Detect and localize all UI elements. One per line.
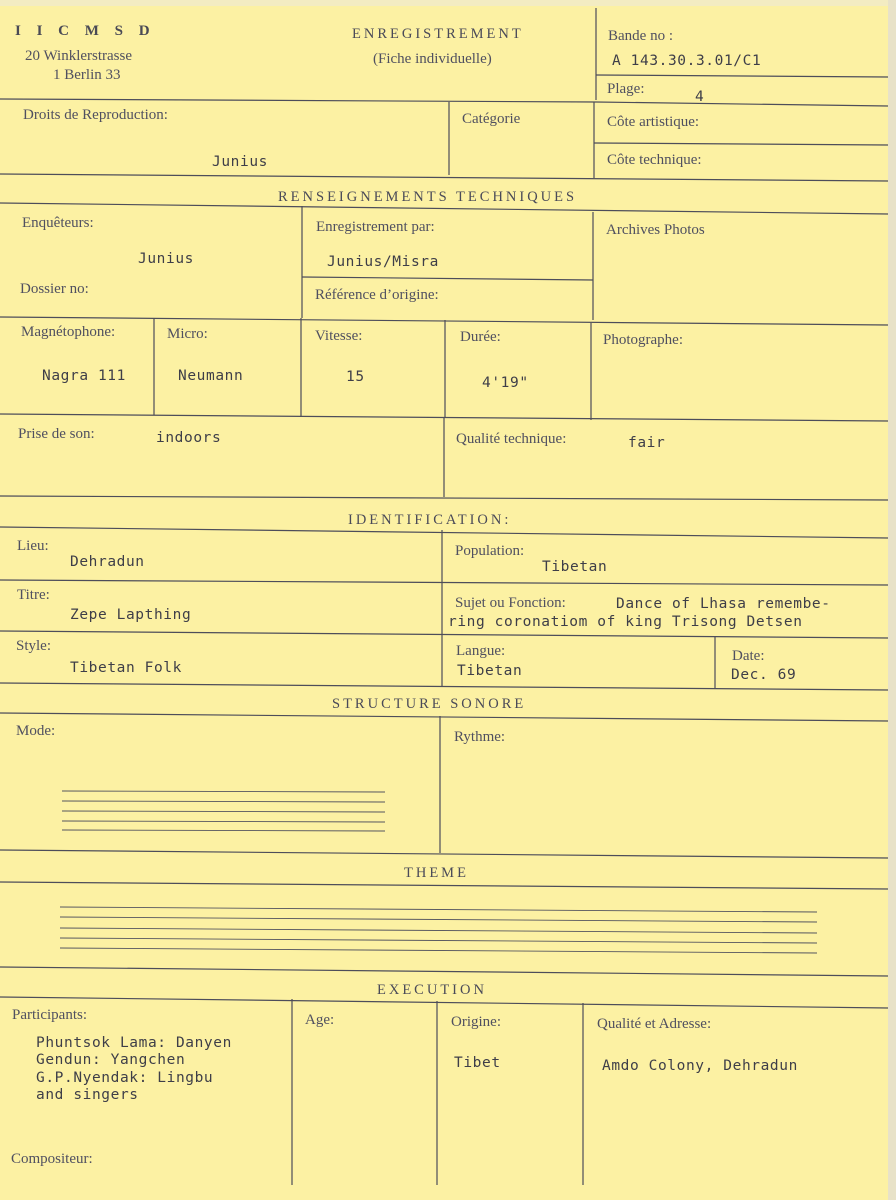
micro-value: Neumann xyxy=(178,368,244,384)
rythme-label: Rythme: xyxy=(454,729,506,745)
enregistrement-label: Enregistrement par: xyxy=(316,219,435,235)
qualite-adresse-value: Amdo Colony, Dehradun xyxy=(602,1058,798,1074)
enregistrement-value: Junius/Misra xyxy=(327,254,439,270)
duree-label: Durée: xyxy=(460,329,501,345)
micro-label: Micro: xyxy=(167,326,208,342)
population-value: Tibetan xyxy=(542,559,608,575)
origine-value: Tibet xyxy=(454,1055,501,1071)
mode-label: Mode: xyxy=(16,723,56,739)
theme-section-title: THEME xyxy=(404,865,469,881)
qualite-technique-value: fair xyxy=(628,435,666,451)
execution-section-title: EXECUTION xyxy=(377,982,487,998)
cote-technique-label: Côte technique: xyxy=(607,152,702,168)
langue-value: Tibetan xyxy=(457,663,523,679)
structure-section-title: STRUCTURE SONORE xyxy=(332,696,527,712)
bande-value: A 143.30.3.01/C1 xyxy=(612,53,762,69)
archives-label: Archives Photos xyxy=(606,222,705,238)
lieu-value: Dehradun xyxy=(70,554,145,570)
sujet-value-line-2: ring coronatiom of king Trisong Detsen xyxy=(448,614,803,630)
droits-value: Junius xyxy=(212,154,268,170)
vitesse-label: Vitesse: xyxy=(315,328,363,344)
categorie-label: Catégorie xyxy=(462,111,521,127)
enqueteurs-value: Junius xyxy=(138,251,194,267)
style-value: Tibetan Folk xyxy=(70,660,182,676)
address-line-1: 20 Winklerstrasse xyxy=(25,48,133,64)
style-label: Style: xyxy=(16,638,52,654)
participants-label: Participants: xyxy=(12,1007,87,1023)
plage-label: Plage: xyxy=(607,81,645,97)
titre-label: Titre: xyxy=(17,587,50,603)
plage-value: 4 xyxy=(695,89,705,105)
magnetophone-label: Magnétophone: xyxy=(21,324,116,340)
population-label: Population: xyxy=(455,543,525,559)
lieu-label: Lieu: xyxy=(17,538,49,554)
age-label: Age: xyxy=(305,1012,335,1028)
compositeur-label: Compositeur: xyxy=(11,1151,93,1167)
address-line-2: 1 Berlin 33 xyxy=(53,67,121,83)
qualite-adresse-label: Qualité et Adresse: xyxy=(597,1016,712,1032)
form-title: ENREGISTREMENT xyxy=(352,26,524,42)
enqueteurs-label: Enquêteurs: xyxy=(22,215,94,231)
prise-label: Prise de son: xyxy=(18,426,95,442)
form-subtitle: (Fiche individuelle) xyxy=(373,51,492,67)
dossier-label: Dossier no: xyxy=(20,281,89,297)
identification-section-title: IDENTIFICATION: xyxy=(348,512,512,528)
sujet-label: Sujet ou Fonction: xyxy=(455,595,566,611)
photographe-label: Photographe: xyxy=(603,332,683,348)
qualite-technique-label: Qualité technique: xyxy=(456,431,567,447)
participant-line: Gendun: Yangchen xyxy=(36,1052,186,1068)
cote-artistique-label: Côte artistique: xyxy=(607,114,700,130)
magnetophone-value: Nagra 111 xyxy=(42,368,126,384)
participant-line: and singers xyxy=(36,1087,139,1103)
duree-value: 4'19" xyxy=(482,375,529,391)
bande-label: Bande no : xyxy=(608,28,673,44)
institute-logo: I I C M S D xyxy=(15,23,156,39)
origine-label: Origine: xyxy=(451,1014,501,1030)
date-label: Date: xyxy=(732,648,765,664)
participant-line: G.P.Nyendak: Lingbu xyxy=(36,1070,214,1086)
participant-line: Phuntsok Lama: Danyen xyxy=(36,1035,232,1051)
vitesse-value: 15 xyxy=(346,369,365,385)
technical-section-title: RENSEIGNEMENTS TECHNIQUES xyxy=(278,189,578,205)
reference-label: Référence d’origine: xyxy=(315,287,439,303)
langue-label: Langue: xyxy=(456,643,506,659)
sujet-value-line-1: Dance of Lhasa remembe- xyxy=(616,596,831,612)
titre-value: Zepe Lapthing xyxy=(70,607,192,623)
droits-label: Droits de Reproduction: xyxy=(23,107,168,123)
prise-value: indoors xyxy=(156,430,222,446)
date-value: Dec. 69 xyxy=(731,667,797,683)
